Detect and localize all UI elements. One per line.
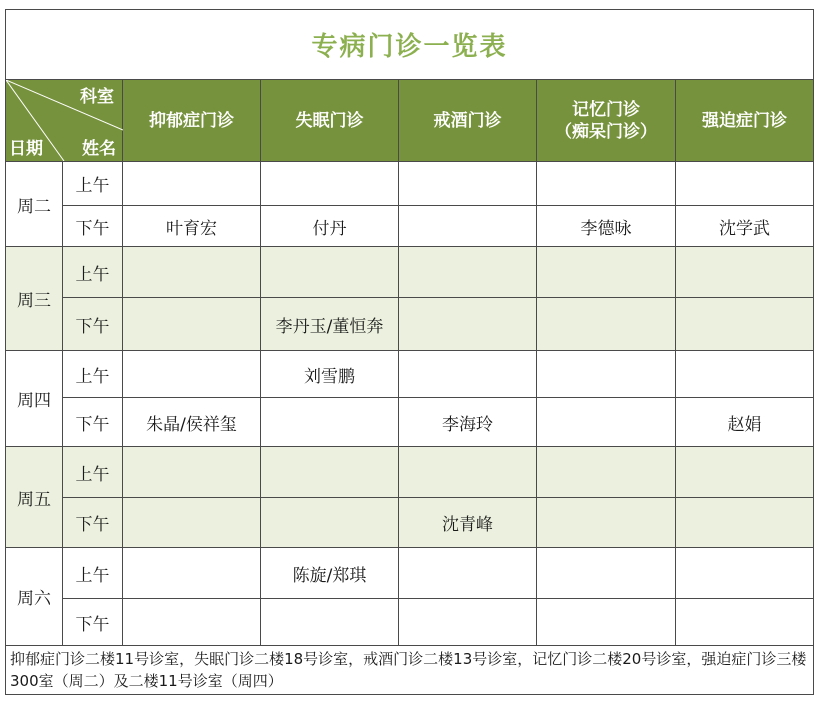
doctor-cell [537,398,676,447]
period-cell: 上午 [63,447,123,498]
doctor-cell: 赵娟 [676,398,814,447]
doctor-cell: 叶育宏 [123,206,261,247]
doctor-cell [676,247,814,298]
doctor-cell [537,162,676,206]
doctor-cell [123,351,261,398]
doctor-cell: 付丹 [261,206,399,247]
table-row [6,599,814,646]
period-cell: 下午 [63,599,123,646]
doctor-cell [676,599,814,646]
doctor-cell [123,498,261,548]
doctor-cell [399,599,537,646]
doctor-cell: 陈旋/郑琪 [261,548,399,599]
doctor-cell [123,247,261,298]
table-row [6,298,814,351]
doctor-cell [123,298,261,351]
doctor-cell [537,247,676,298]
doctor-cell [261,398,399,447]
doctor-cell [399,298,537,351]
doctor-cell [676,548,814,599]
doctor-cell [123,599,261,646]
day-cell: 周二 [6,162,63,247]
period-cell: 上午 [63,351,123,398]
day-cell: 周六 [6,548,63,646]
period-cell: 上午 [63,548,123,599]
doctor-cell [537,548,676,599]
day-cell: 周五 [6,447,63,548]
doctor-cell [261,599,399,646]
doctor-cell [676,298,814,351]
table-row [6,498,814,548]
table-row [6,398,814,447]
period-cell: 下午 [63,298,123,351]
clinic-header-ocd: 强迫症门诊 [676,80,814,162]
doctor-cell [399,447,537,498]
period-cell: 下午 [63,206,123,247]
clinic-header-depression: 抑郁症门诊 [123,80,261,162]
table-row [6,447,814,498]
doctor-cell [537,599,676,646]
doctor-cell [537,298,676,351]
doctor-cell: 李丹玉/董恒奔 [261,298,399,351]
day-cell: 周四 [6,351,63,447]
doctor-cell [261,447,399,498]
doctor-cell [123,162,261,206]
doctor-cell [676,162,814,206]
clinic-header-memory-sub: （痴呆门诊） [555,121,657,142]
doctor-cell [261,162,399,206]
doctor-cell [399,206,537,247]
doctor-cell [537,351,676,398]
doctor-cell: 沈学武 [676,206,814,247]
table-row [6,548,814,599]
table-row [6,351,814,398]
doctor-cell: 李海玲 [399,398,537,447]
corner-label-department: 科室 [80,87,114,107]
clinic-header-alcohol: 戒酒门诊 [399,80,537,162]
location-note: 抑郁症门诊二楼11号诊室，失眠门诊二楼18号诊室，戒酒门诊二楼13号诊室，记忆门诊二楼20号诊室，强迫症门诊三楼300室（周二）及二楼11号诊室（周四） [6,646,814,695]
doctor-cell [676,498,814,548]
table-row [6,162,814,206]
doctor-cell [676,351,814,398]
table-row [6,247,814,298]
doctor-cell: 沈青峰 [399,498,537,548]
doctor-cell [399,247,537,298]
corner-label-name: 姓名 [82,139,116,159]
doctor-cell: 朱晶/侯祥玺 [123,398,261,447]
period-cell: 下午 [63,398,123,447]
period-cell: 上午 [63,162,123,206]
doctor-cell [399,548,537,599]
doctor-cell: 刘雪鹏 [261,351,399,398]
doctor-cell [261,247,399,298]
corner-label-date: 日期 [9,139,43,159]
doctor-cell [399,351,537,398]
doctor-cell [399,162,537,206]
clinic-header-memory: 记忆门诊 （痴呆门诊） [537,80,676,162]
clinic-schedule-table [5,9,814,695]
table-row [6,206,814,247]
doctor-cell: 李德咏 [537,206,676,247]
corner-header [6,80,123,162]
doctor-cell [537,498,676,548]
doctor-cell [537,447,676,498]
clinic-header-insomnia: 失眠门诊 [261,80,399,162]
schedule-sheet [5,9,813,695]
day-cell: 周三 [6,247,63,351]
period-cell: 上午 [63,247,123,298]
table-title: 专病门诊一览表 [6,10,814,80]
doctor-cell [123,447,261,498]
period-cell: 下午 [63,498,123,548]
doctor-cell [123,548,261,599]
doctor-cell [261,498,399,548]
doctor-cell [676,447,814,498]
